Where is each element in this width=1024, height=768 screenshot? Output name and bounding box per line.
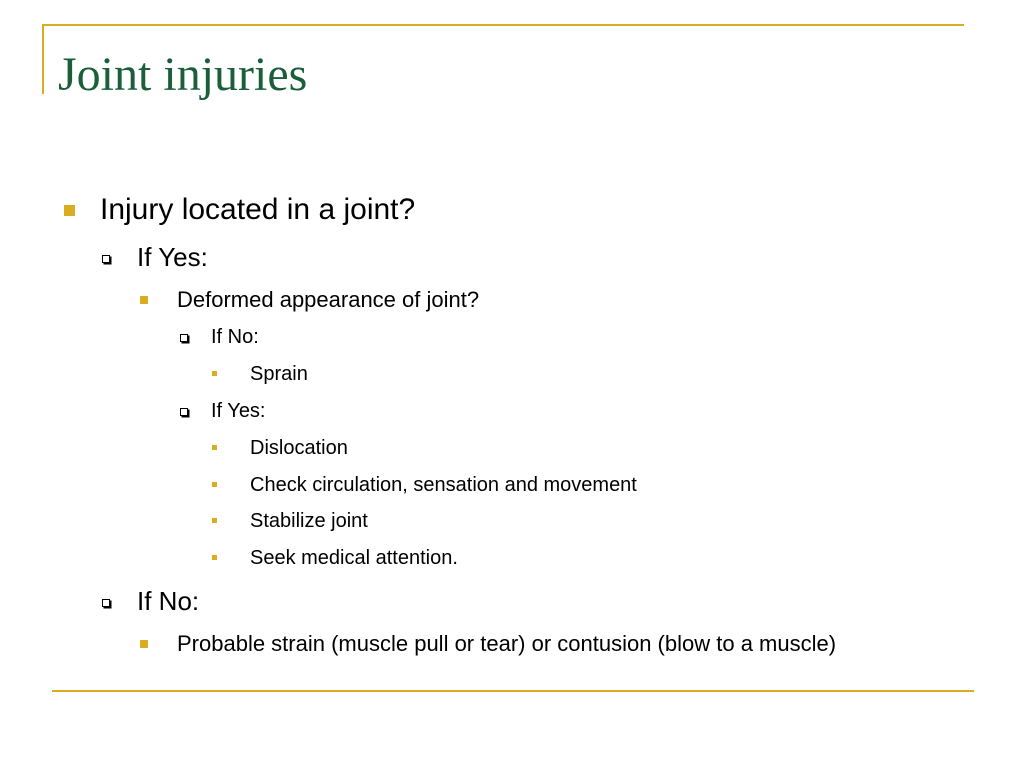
bullet-text: Deformed appearance of joint? [177, 287, 480, 312]
top-border-line [42, 24, 964, 26]
bullet-text: Injury located in a joint? [100, 193, 416, 226]
small-square-bullet-icon [212, 371, 217, 376]
hollow-square-bullet-icon [180, 408, 188, 416]
hollow-square-bullet-icon [102, 255, 110, 263]
filled-square-bullet-icon [140, 296, 148, 304]
bullet-text: Stabilize joint [250, 510, 368, 532]
small-square-bullet-icon [212, 482, 217, 487]
slide-title: Joint injuries [58, 48, 308, 101]
bullet-text: If Yes: [211, 400, 266, 422]
bullet-text: If No: [211, 326, 259, 348]
small-square-bullet-icon [212, 518, 217, 523]
bullet-text: If No: [137, 586, 200, 616]
bullet-text: Seek medical attention. [250, 547, 458, 569]
small-square-bullet-icon [212, 555, 217, 560]
hollow-square-bullet-icon [180, 334, 188, 342]
left-border-line [42, 24, 44, 94]
bullet-text: Dislocation [250, 437, 348, 459]
bullet-text: If Yes: [137, 242, 208, 272]
filled-square-bullet-icon [140, 640, 148, 648]
bullet-text: Probable strain (muscle pull or tear) or contusion (blow to a muscle) [177, 631, 837, 656]
bullet-text: Check circulation, sensation and movement [250, 474, 637, 496]
hollow-square-bullet-icon [102, 599, 110, 607]
bullet-text: Sprain [250, 363, 308, 385]
bottom-border-line [52, 690, 974, 692]
small-square-bullet-icon [212, 445, 217, 450]
filled-square-bullet-icon [64, 205, 75, 216]
